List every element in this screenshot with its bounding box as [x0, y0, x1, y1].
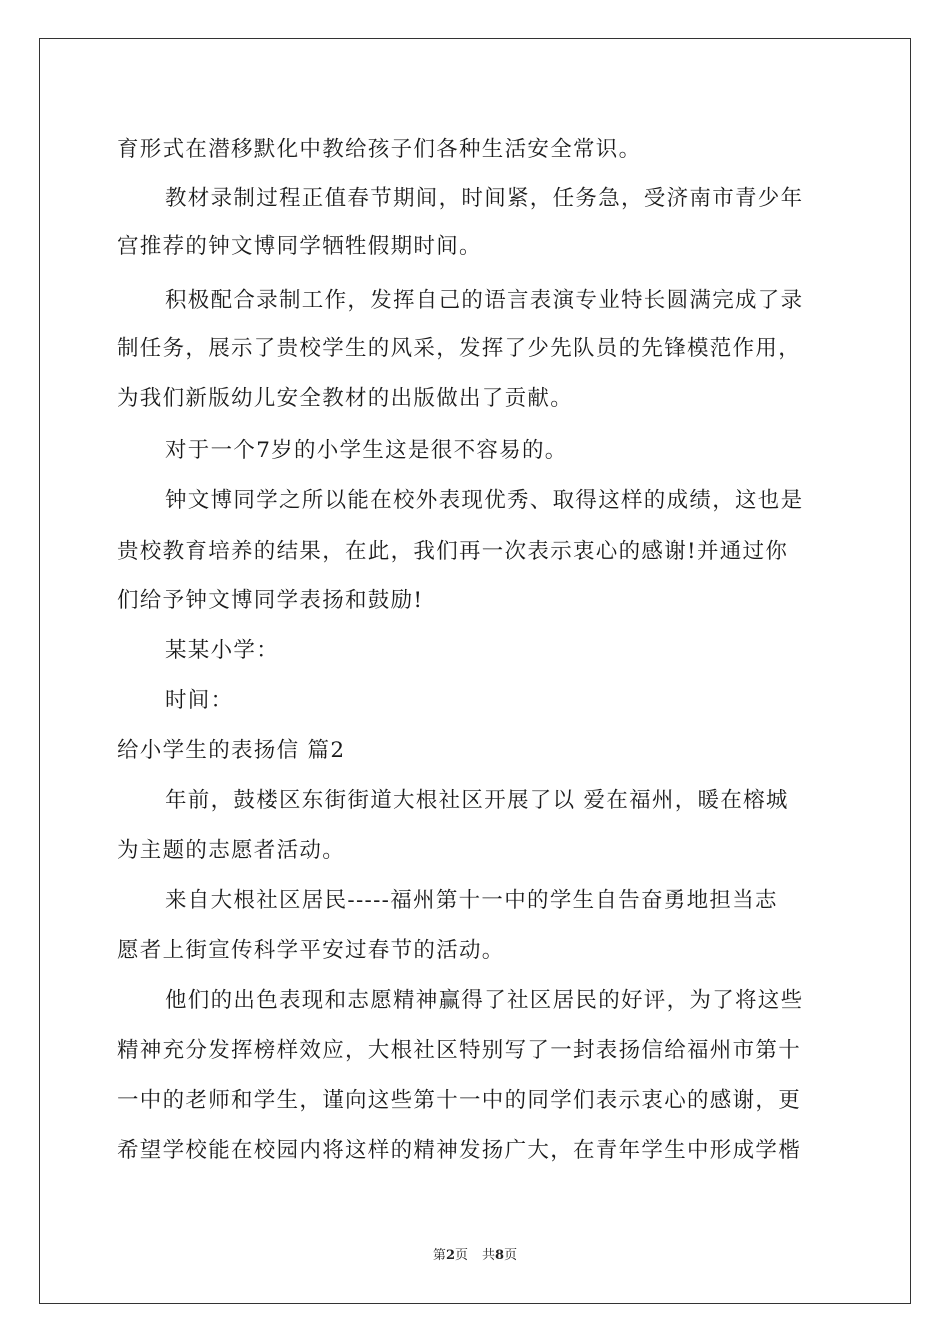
total-label-prefix: 共 — [482, 1248, 496, 1263]
paragraph-line: 制任务，展示了贵校学生的风采，发挥了少先队员的先锋模范作用， — [117, 336, 802, 361]
page-footer — [0, 1248, 950, 1264]
paragraph-line: 贵校教育培养的结果，在此，我们再一次表示衷心的感谢!并通过你 — [117, 539, 789, 564]
signature-school: 某某小学： — [165, 638, 280, 663]
page-label-suffix: 页 — [454, 1248, 468, 1263]
paragraph-line: 精神充分发挥榜样效应，大根社区特别写了一封表扬信给福州市第十 — [117, 1038, 802, 1063]
paragraph-line: 对于一个7岁的小学生这是很不容易的。 — [165, 438, 568, 463]
current-page-number: 2 — [445, 1248, 455, 1263]
paragraph-line: 来自大根社区居民-----福州第十一中的学生自告奋勇地担当志 — [165, 888, 778, 913]
total-label-suffix: 页 — [504, 1248, 518, 1263]
paragraph-line: 一中的老师和学生，谨向这些第十一中的同学们表示衷心的感谢，更 — [117, 1088, 802, 1113]
paragraph-line: 他们的出色表现和志愿精神赢得了社区居民的好评，为了将这些 — [165, 988, 804, 1013]
paragraph-line: 年前，鼓楼区东街街道大根社区开展了以 爱在福州，暖在榕城 — [165, 788, 789, 813]
total-page-number: 8 — [495, 1248, 505, 1263]
paragraph-line: 希望学校能在校园内将这样的精神发扬广大，在青年学生中形成学楷 — [117, 1138, 802, 1163]
paragraph-line: 为我们新版幼儿安全教材的出版做出了贡献。 — [117, 386, 574, 411]
paragraph-line: 们给予钟文博同学表扬和鼓励! — [117, 588, 424, 613]
signature-date: 时间： — [165, 688, 234, 713]
paragraph-line: 教材录制过程正值春节期间，时间紧，任务急，受济南市青少年 — [165, 186, 804, 211]
section-heading: 给小学生的表扬信 篇2 — [117, 738, 346, 763]
text-line-1: 育形式在潜移默化中教给孩子们各种生活安全常识。 — [117, 137, 642, 162]
paragraph-line: 宫推荐的钟文博同学牺牲假期时间。 — [117, 234, 482, 259]
paragraph-line: 为主题的志愿者活动。 — [117, 838, 346, 863]
paragraph-line: 愿者上街宣传科学平安过春节的活动。 — [117, 938, 505, 963]
paragraph-line: 积极配合录制工作，发挥自己的语言表演专业特长圆满完成了录 — [165, 288, 804, 313]
paragraph-line: 钟文博同学之所以能在校外表现优秀、取得这样的成绩，这也是 — [165, 488, 804, 513]
page-label-prefix: 第 — [432, 1248, 446, 1263]
